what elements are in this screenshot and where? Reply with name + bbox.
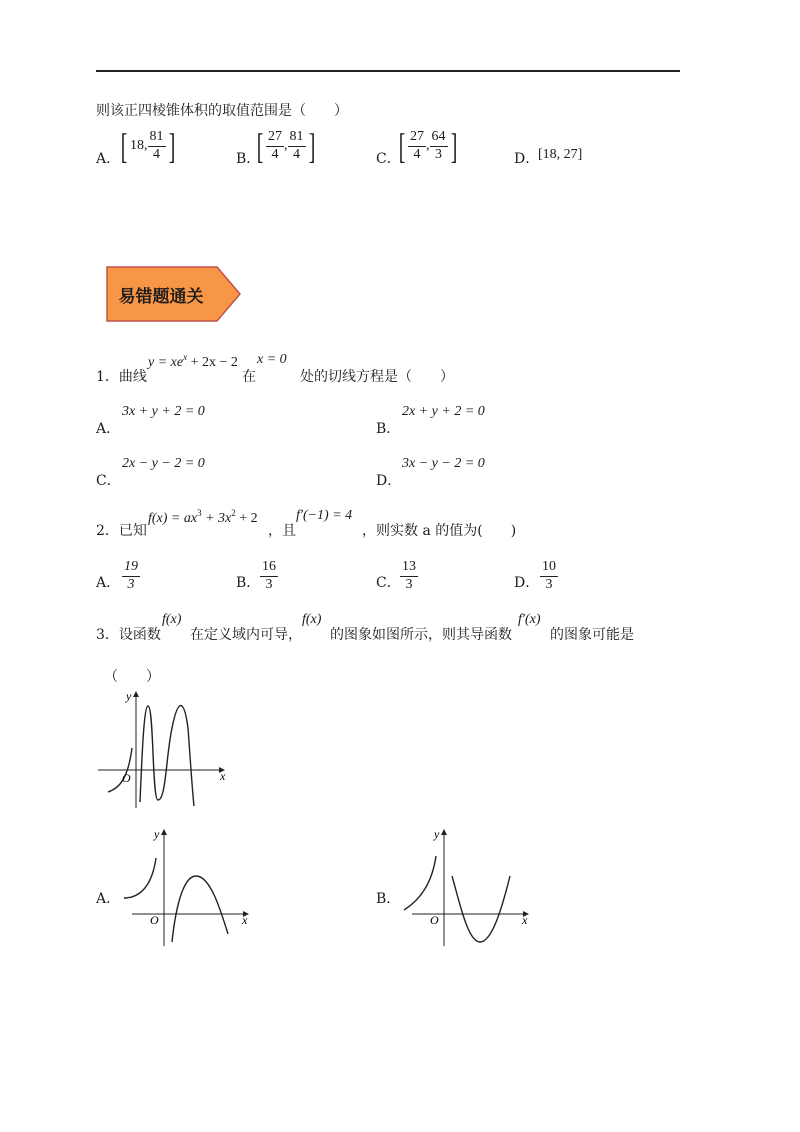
origin-label: O	[150, 913, 159, 927]
y-label: y	[434, 827, 440, 841]
x-label: x	[220, 769, 226, 783]
q1-number: 1．曲线	[96, 369, 147, 385]
header-rule	[96, 70, 680, 72]
q3-text-2: 的图象如图所示，则其导函数	[330, 627, 512, 643]
q2-number: 2．已知	[96, 523, 147, 539]
q3-text-3: 的图象可能是	[550, 627, 634, 643]
q3-fx-1: f(x)	[162, 612, 182, 627]
banner-title: 易错题通关	[118, 286, 204, 307]
q1-option-c-eq: 2x − y − 2 = 0	[122, 456, 205, 471]
q2-option-c-value: $\frac{13}{3}$	[402, 559, 416, 592]
q2-comma: ，且	[268, 523, 296, 539]
q3-option-b-graph	[398, 824, 530, 946]
top-option-c-value: [ $\frac{27}{4}$ , $\frac{64}{3}$ ]	[398, 126, 457, 166]
q1-tail: 处的切线方程是（ ）	[300, 369, 454, 385]
x-label: x	[522, 913, 528, 927]
q1-at-text: 在	[242, 369, 256, 385]
curve-right	[452, 876, 510, 942]
q2-option-b-value: $\frac{16}{3}$	[262, 559, 276, 592]
q2-tail: ，则实数 a 的值为( )	[362, 523, 517, 539]
q2-function: $f(x) = ax^3 + 3x^2 + 2$	[148, 508, 258, 526]
q1-option-d-eq: 3x − y − 2 = 0	[402, 456, 485, 471]
q2-option-c-label: C．	[376, 575, 401, 591]
top-option-d-label: D．	[514, 151, 540, 167]
x-label: x	[242, 913, 248, 927]
q3-fx-2: f(x)	[302, 612, 322, 627]
origin-label: O	[430, 913, 439, 927]
top-option-b-label: B．	[236, 151, 261, 167]
q1-curve-expression: $y = xe^x + 2x - 2$	[148, 352, 238, 370]
q3-text-1: 在定义域内可导，	[190, 627, 302, 643]
y-label: y	[126, 689, 132, 703]
q3-given-graph	[96, 684, 236, 810]
q2-option-b-label: B．	[236, 575, 261, 591]
y-label: y	[154, 827, 160, 841]
curve-right	[172, 876, 228, 942]
curve-right	[140, 706, 194, 807]
q3-number: 3．设函数	[96, 627, 161, 643]
q1-option-a-eq: 3x + y + 2 = 0	[122, 404, 205, 419]
q3-option-a-graph	[118, 824, 250, 946]
top-option-a-label: A．	[96, 151, 121, 167]
q1-option-d-label: D．	[376, 473, 402, 489]
q1-option-a-label: A．	[96, 421, 121, 437]
q3-answer-paren: （ ）	[104, 669, 160, 685]
q1-option-c-label: C．	[96, 473, 121, 489]
origin-label: O	[122, 771, 131, 785]
q2-derivative: f′(−1) = 4	[296, 508, 353, 523]
q1-option-b-label: B．	[376, 421, 401, 437]
curve-left	[124, 858, 156, 898]
q2-option-a-label: A．	[96, 575, 121, 591]
q1-option-b-eq: 2x + y + 2 = 0	[402, 404, 485, 419]
top-question-stem: 则该正四棱锥体积的取值范围是（ ）	[96, 103, 348, 119]
top-option-b-value: [ $\frac{27}{4}$ , $\frac{81}{4}$ ]	[256, 126, 315, 166]
top-option-c-label: C．	[376, 151, 401, 167]
curve-left	[404, 856, 436, 910]
q2-option-d-label: D．	[514, 575, 540, 591]
q3-option-b-label: B．	[376, 891, 401, 907]
q1-point: x = 0	[257, 352, 287, 367]
top-option-d-value: [18, 27]	[538, 147, 583, 162]
q2-option-d-value: $\frac{10}{3}$	[542, 559, 556, 592]
top-option-a-value: [ 18, $\frac{81}{4}$ ]	[120, 126, 175, 166]
q2-option-a-value: $\frac{19}{3}$	[124, 559, 138, 592]
q3-fprime: f′(x)	[518, 612, 541, 627]
q3-option-a-label: A．	[96, 891, 121, 907]
